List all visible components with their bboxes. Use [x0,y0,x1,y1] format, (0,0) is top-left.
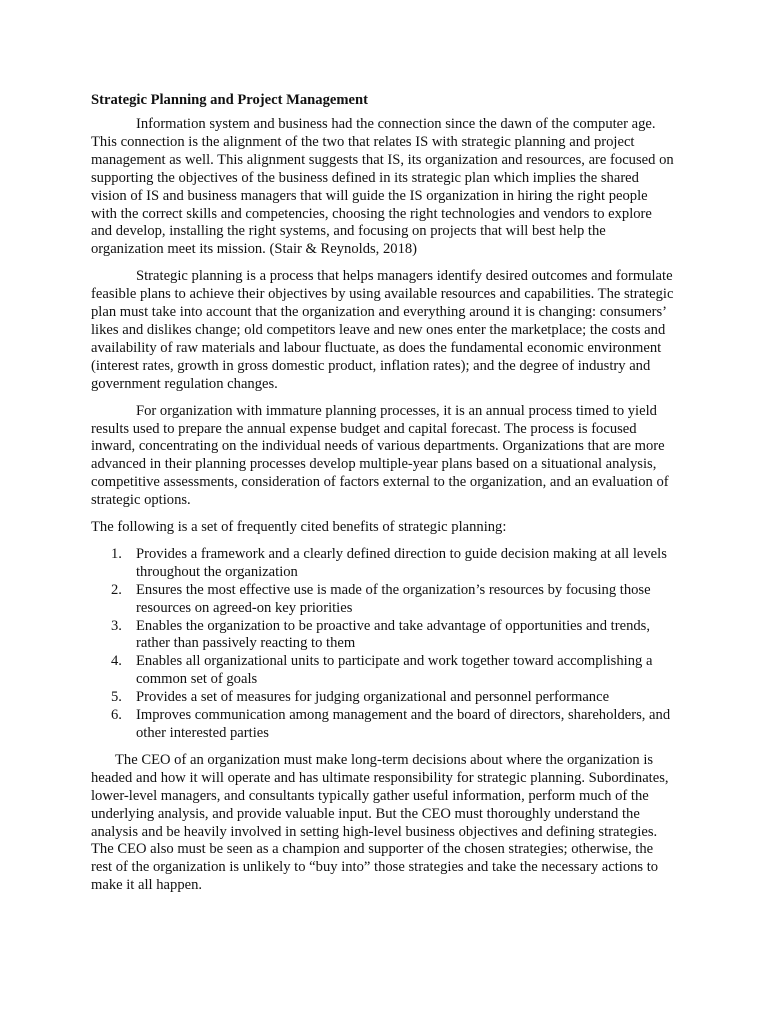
list-item-text: Provides a set of measures for judging organizational and personnel performance [136,689,610,706]
list-item-text: Enables all organizational units to participate and work together toward accomplishing a common set of goals [136,653,653,688]
benefits-list [91,546,676,743]
list-item-number: 3. [111,617,122,634]
list-item-text: Improves communication among management and the board of directors, shareholders, and other interested parties [136,707,671,741]
paragraph-ceo: The CEO of an organization must make long-term decisions about where the organization is headed and how it will operate and has ultimate responsibility for strategic planning. Subordinates, lower-level managers, and consultants typically gather useful information, perform much of the underlying analysis, and provide valuable input. But the CEO must thoroughly understand the analysis and be heavily involved in setting high-level business objectives and defining strategies. The CEO also must be seen as a champion and supporter of the chosen strategies; otherwise, the rest of the organization is unlikely to “buy into” those strategies and take the necessary actions to make it all happen. [91,751,669,894]
list-item-text: Provides a framework and a clearly defined direction to guide decision making at all levels throughout the organization [136,545,667,580]
list-item-text: Ensures the most effective use is made of the organization’s resources by focusing those resources on agreed-on key priorities [136,581,651,616]
list-item-number: 1. [111,545,122,562]
list-item [111,653,676,689]
list-item-number: 2. [111,581,122,598]
list-item [111,581,676,618]
document-title: Strategic Planning and Project Management [91,92,368,108]
list-item [111,707,676,743]
list-intro: The following is a set of frequently cited benefits of strategic planning: [91,519,507,536]
paragraph-intro: Information system and business had the connection since the dawn of the computer age. This connection is the alignment of the two that relates IS with strategic planning and project management as well. This alignment suggests that IS, its organization and resources, are focused on supporting the objectives of the business defined in its strategic plan which implies the shared vision of IS and business managers that will guide the IS organization in hiring the right people with the correct skills and competencies, choosing the right technologies and vendors to explore and develop, installing the right systems, and focusing on projects that will best help the organization meet its mission. (Stair & Reynolds, 2018) [91,116,674,258]
paragraph-immature-planning: For organization with immature planning processes, it is an annual process timed to yield results used to prepare the annual expense budget and capital forecast. The process is focused inward, concentrating on the individual needs of various departments. Organizations that are more advanced in their planning processes develop multiple-year plans based on a situational analysis, competitive assessments, consideration of factors external to the organization, and an evaluation of strategic options. [91,402,669,509]
list-item-number: 6. [111,707,122,724]
list-item [111,545,676,582]
list-item [111,689,676,707]
list-item-number: 5. [111,689,122,706]
paragraph-strategic-planning: Strategic planning is a process that helps managers identify desired outcomes and formulate feasible plans to achieve their objectives by using available resources and capabilities. The strategic plan must take into account that the organization and everything around it is changing: consumers’ likes and dislikes change; old competitors leave and new ones enter the marketplace; the costs and availability of raw materials and labour fluctuate, as does the fundamental economic environment (interest rates, growth in gross domestic product, inflation rates); and the degree of industry and government regulation changes. [91,268,674,392]
list-item-number: 4. [111,653,122,670]
list-item [111,617,676,654]
list-item-text: Enables the organization to be proactive and take advantage of opportunities and trends, rather than passively reacting to them [136,617,650,652]
